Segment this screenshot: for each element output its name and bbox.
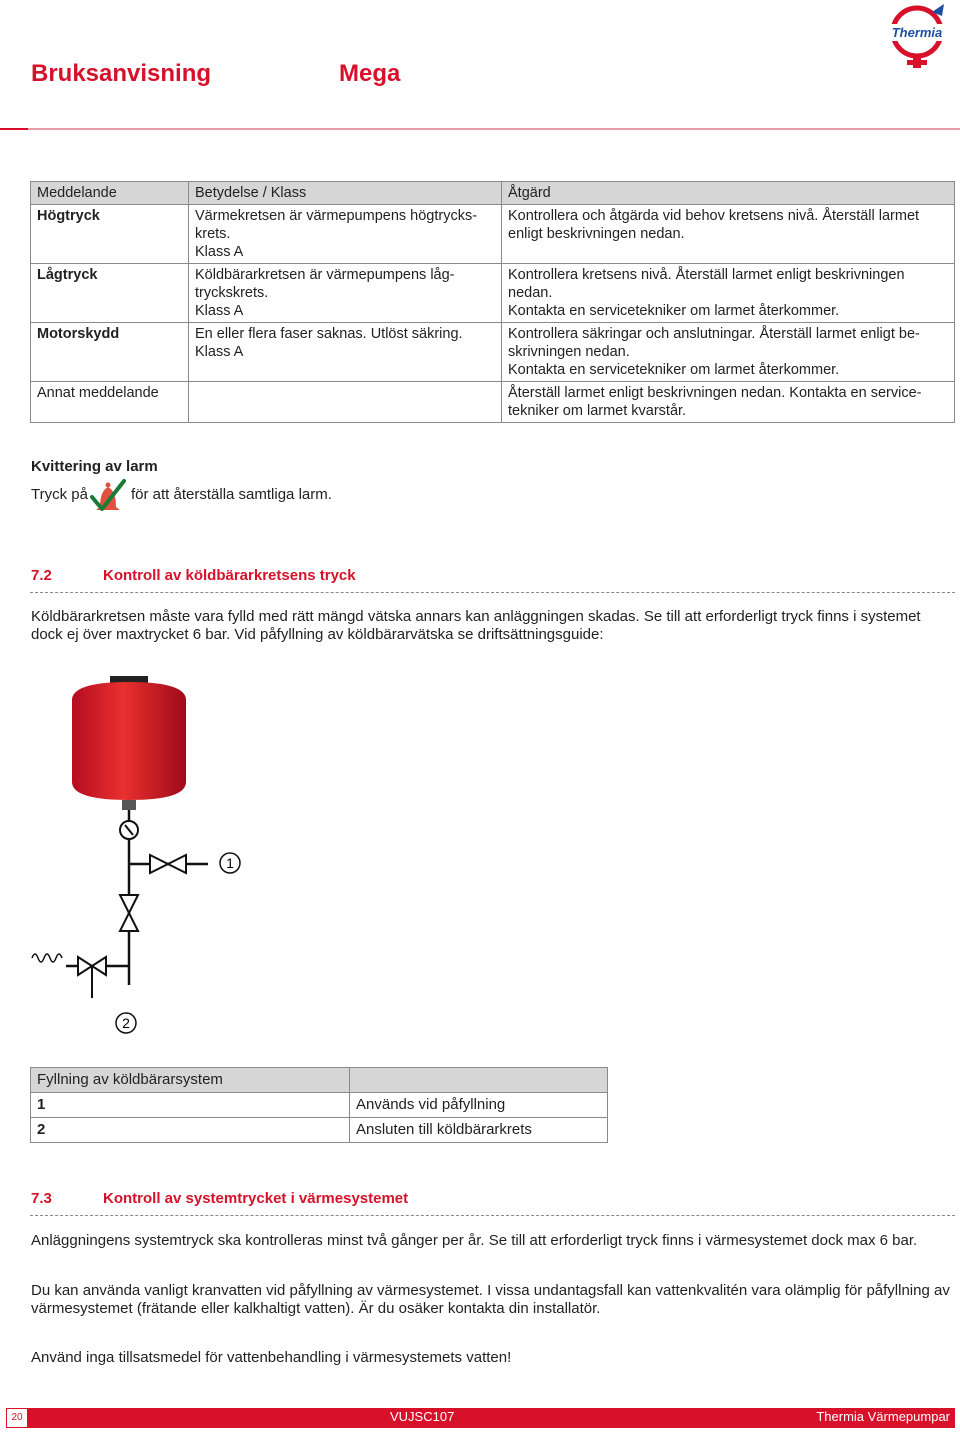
valve-2-icon [78, 957, 106, 998]
valve-label-2: 2 [122, 1015, 130, 1031]
fill-num: 2 [31, 1118, 350, 1143]
pressure-gauge-icon [120, 821, 138, 839]
alarm-meaning: Värmekretsen är värmepumpens högtrycks- krets. Klass A [189, 205, 502, 264]
section-title: Kontroll av köldbärarkretsens tryck [103, 567, 356, 584]
alarm-meaning [189, 382, 502, 423]
table-row [31, 1093, 608, 1118]
valve-label-1: 1 [226, 855, 234, 871]
table-header-row [31, 182, 955, 205]
fill-table-header-empty [350, 1068, 608, 1093]
footer-brand: Thermia Värmepumpar [816, 1409, 950, 1424]
document-code: VUJSC107 [390, 1409, 455, 1424]
paragraph: Anläggningens systemtryck ska kontrolleras minst två gånger per år. Se till att erforderligt tryck finns i värmesystemet dock max 6 bar. [31, 1232, 918, 1249]
fill-table-header: Fyllning av köldbärarsystem [31, 1068, 350, 1093]
hose-icon [32, 954, 62, 962]
header-divider-accent [0, 128, 28, 130]
document-title: Bruksanvisning [31, 60, 212, 87]
header-divider [0, 128, 960, 130]
alarm-meaning: En eller flera faser saknas. Utlöst säkring. Klass A [189, 323, 502, 382]
section-number: 7.2 [31, 567, 52, 584]
page-number: 20 [6, 1408, 28, 1428]
section-body: Köldbärarkretsen måste vara fylld med rätt mängd vätska annars kan anläggningen skadas. Se till att erforderligt tryck finns i systemet dock ej över maxtrycket 6 bar. Vid påfyllning av köldbärarvätska se driftsättningsguide: [31, 608, 921, 643]
section-divider [30, 592, 955, 593]
alarm-message: Motorskydd [31, 323, 189, 382]
fill-desc: Används vid påfyllning [350, 1093, 608, 1118]
alarm-message: Lågtryck [31, 264, 189, 323]
section-divider [30, 1215, 955, 1216]
alarm-message: Annat meddelande [31, 382, 189, 423]
header-action: Åtgärd [502, 182, 955, 205]
acknowledge-text-after: för att återställa samtliga larm. [131, 486, 332, 503]
acknowledge-text-before: Tryck på [31, 486, 88, 503]
table-row [31, 205, 955, 264]
alarm-action: Återställ larmet enligt beskrivningen nedan. Kontakta en service- tekniker om larmet kvarstår. [502, 382, 955, 423]
acknowledge-bell-check-icon [88, 477, 128, 515]
section-title: Kontroll av systemtrycket i värmesystemet [103, 1190, 409, 1207]
alarm-action: Kontrollera och åtgärda vid behov kretsens nivå. Återställ larmet enligt beskrivningen nedan. [502, 205, 955, 264]
alarm-action: Kontrollera säkringar och anslutningar. Återställ larmet enligt be- skrivningen nedan. Kontakta en servicetekniker om larmet återkommer. [502, 323, 955, 382]
thermia-logo [880, 2, 954, 72]
brine-fill-diagram [30, 670, 290, 1050]
table-header-row [31, 1068, 608, 1093]
section-number: 7.3 [31, 1190, 52, 1207]
logo-text: Thermia [891, 25, 943, 40]
valve-1-icon [150, 855, 186, 873]
table-row [31, 323, 955, 382]
paragraph: Du kan använda vanligt kranvatten vid påfyllning av värmesystemet. I vissa undantagsfall kan vattenkvalitén vara olämplig för påfyllning av värmesystemet (frätande eller kalkhaltigt vatten). Är du osäker kontakta din installatör. [31, 1282, 950, 1317]
alarm-message: Högtryck [31, 205, 189, 264]
fill-num: 1 [31, 1093, 350, 1118]
expansion-vessel [72, 676, 186, 810]
table-row [31, 264, 955, 323]
table-row [31, 382, 955, 423]
valve-vertical-icon [120, 895, 138, 931]
alarm-table [30, 181, 955, 423]
product-name: Mega [339, 60, 401, 87]
acknowledge-heading: Kvittering av larm [31, 458, 158, 475]
fill-table [30, 1067, 608, 1143]
alarm-action: Kontrollera kretsens nivå. Återställ larmet enligt beskrivningen nedan. Kontakta en servicetekniker om larmet återkommer. [502, 264, 955, 323]
table-row [31, 1118, 608, 1143]
header-message: Meddelande [31, 182, 189, 205]
paragraph: Använd inga tillsatsmedel för vattenbehandling i värmesystemets vatten! [31, 1349, 512, 1366]
fill-desc: Ansluten till köldbärarkrets [350, 1118, 608, 1143]
alarm-meaning: Köldbärarkretsen är värmepumpens låg- tryckskrets. Klass A [189, 264, 502, 323]
header-meaning: Betydelse / Klass [189, 182, 502, 205]
